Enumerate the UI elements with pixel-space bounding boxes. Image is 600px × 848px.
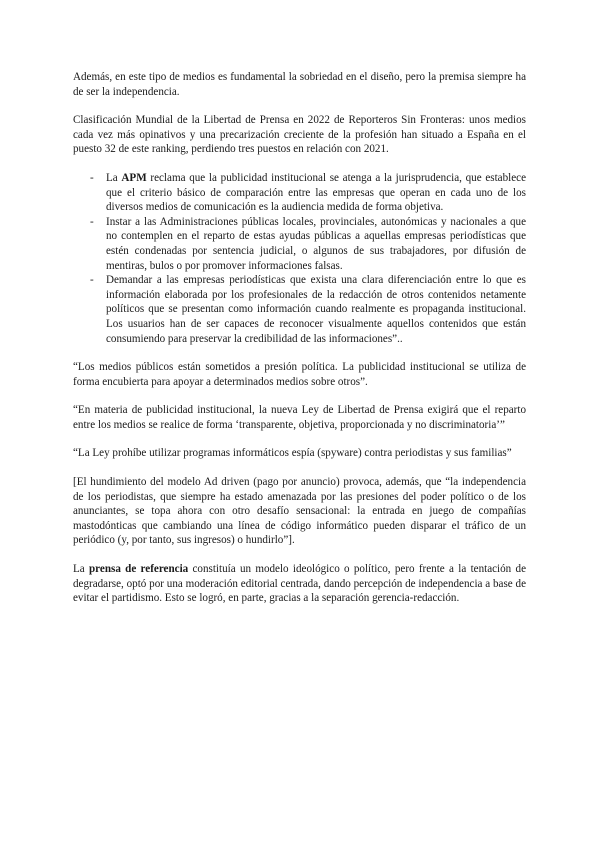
item1-prefix: La [106, 171, 122, 184]
quote-spyware: “La Ley prohíbe utilizar programas informáticos espía (spyware) contra periodistas y sus familias” [73, 447, 512, 460]
item3-text: Demandar a las empresas periodísticas que exista una clara diferenciación entre lo que es información elaborada por los profesionales de la redacción de otros contenidos netamente políticos que se presentan como información cuando realmente es propaganda institucional. Los usuarios han de ser capaces de reconocer visualmente aquellos contenidos que están consumiendo para preservar la credibilidad de las informaciones”.. [106, 274, 526, 345]
bullet-dash: - [90, 274, 94, 287]
last-prefix: La [73, 563, 90, 576]
bullet-dash: - [90, 171, 94, 184]
bullet-dash: - [90, 215, 94, 228]
item1-text: reclama que la publicidad institucional se atenga a la jurisprudencia, que establece que el criterio básico de comparación entre las empresas que operan en cada uno de los diversos medios de comunicación es la audiencia medida de forma objetiva. [106, 171, 526, 214]
paragraph-ad-driven: [El hundimiento del modelo Ad driven (pago por anuncio) provoca, además, que “la independencia de los periodistas, que siempre ha estado amenazada por las presiones del poder político o de los anunciantes, se topa ahora con otro desafío sensacional: la entrada en juego de compañías mastodónticas que cambiando una línea de código informático pueden disparar el tráfico de un periódico (y, por tanto, sus ingresos) o hundirlo”]. [73, 476, 526, 547]
paragraph-intro: Además, en este tipo de medios es fundamental la sobriedad en el diseño, pero la premisa siempre ha de ser la independencia. [73, 71, 526, 98]
item2-text: Instar a las Administraciones públicas locales, provinciales, autonómicas y nacionales a que no contemplen en el reparto de estas ayudas públicas a aquellas empresas periodísticas que estén condenadas por sentencia judicial, o algunos de sus trabajadores, por difusión de mentiras, bulos o por promover informaciones falsas. [106, 215, 526, 272]
last-text: constituía un modelo ideológico o político, pero frente a la tentación de degradarse, optó por una moderación editorial centrada, dando percepción de independencia a base de evitar el partidismo. Esto se logró, en parte, gracias a la separación gerencia-redacción. [73, 563, 526, 605]
bullet-list [73, 171, 526, 346]
item1-bold-apm: APM [121, 171, 147, 184]
paragraph-reference-press [73, 562, 526, 606]
list-item [73, 171, 526, 215]
list-item [73, 273, 526, 346]
last-bold-term: prensa de referencia [89, 563, 189, 576]
list-item [73, 215, 526, 273]
quote-public-media: “Los medios públicos están sometidos a presión política. La publicidad institucional se utiliza de forma encubierta para apoyar a determinados medios sobre otros”. [73, 361, 526, 388]
paragraph-ranking: Clasificación Mundial de la Libertad de Prensa en 2022 de Reporteros Sin Fronteras: unos medios cada vez más opinativos y una precarización creciente de la profesión han situado a España en el puesto 32 de este ranking, perdiendo tres puestos en relación con 2021. [73, 114, 526, 156]
quote-press-law: “En materia de publicidad institucional, la nueva Ley de Libertad de Prensa exigirá que el reparto entre los medios se realice de forma ‘transparente, objetiva, proporcionada y no discriminatoria’” [73, 404, 526, 431]
